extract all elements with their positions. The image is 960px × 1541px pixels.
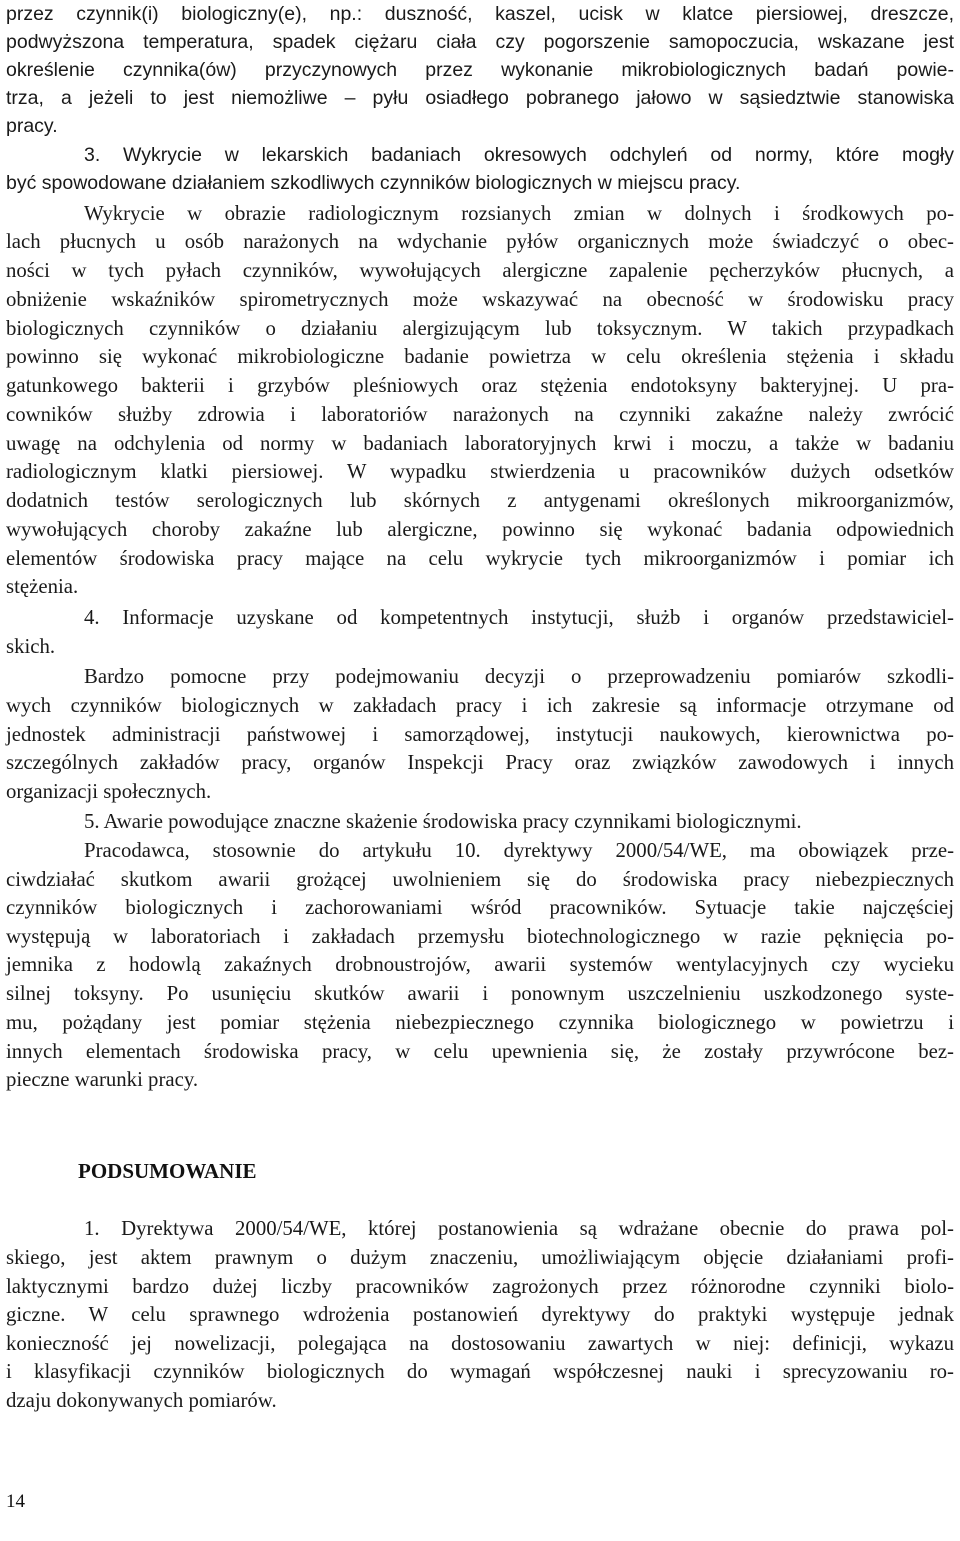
- text-line: uwagę na odchylenia od normy w badaniach laboratoryjnych krwi i moczu, a także w badaniu: [6, 432, 954, 455]
- text-line: określenie czynnika(ów) przyczynowych przez wykonanie mikrobiologicznych badań powie-: [6, 59, 954, 81]
- text-line: skich.: [6, 635, 56, 658]
- text-line: szczególnych zakładów pracy, organów Inspekcji Pracy oraz związków zawodowych i innych: [6, 751, 954, 774]
- text-line: 3. Wykrycie w lekarskich badaniach okresowych odchyleń od normy, które mogły: [84, 144, 954, 166]
- text-line: Pracodawca, stosownie do artykułu 10. dyrektywy 2000/54/WE, ma obowiązek prze-: [84, 839, 954, 862]
- text-line: silnej toksyny. Po usunięciu skutków awarii i ponownym uszczelnieniu uszkodzonego syste-: [6, 982, 954, 1005]
- text-line: organizacji społecznych.: [6, 780, 212, 803]
- text-line: skiego, jest aktem prawnym o dużym znaczeniu, umożliwiającym objęcie działaniami profi-: [6, 1246, 954, 1269]
- text-line: Bardzo pomocne przy podejmowaniu decyzji o przeprowadzeniu pomiarów szkodli-: [84, 665, 954, 688]
- text-line: 5. Awarie powodujące znaczne skażenie środowiska pracy czynnikami biologicznymi.: [84, 810, 802, 833]
- text-line: i klasyfikacji czynników biologicznych do wymagań współczesnej nauki i sprecyzowaniu ro-: [6, 1360, 954, 1383]
- text-line: innych elementach środowiska pracy, w celu upewnienia się, że zostały przywrócone bez-: [6, 1040, 954, 1063]
- text-line: pracy.: [6, 115, 58, 137]
- text-line: 4. Informacje uzyskane od kompetentnych instytucji, służb i organów przedstawiciel-: [84, 606, 954, 629]
- section-heading: PODSUMOWANIE: [78, 1159, 257, 1183]
- text-line: ciwdziałać skutkom awarii grożącej uwolnieniem się do środowiska pracy niebezpiecznych: [6, 868, 954, 891]
- text-line: radiologicznym klatki piersiowej. W wypadku stwierdzenia u pracowników dużych odsetków: [6, 460, 954, 483]
- text-line: jednostek administracji państwowej i samorządowej, instytucji naukowych, kierownictwa po-: [6, 723, 954, 746]
- text-line: Wykrycie w obrazie radiologicznym rozsianych zmian w dolnych i środkowych po-: [84, 202, 954, 225]
- text-line: dzaju dokonywanych pomiarów.: [6, 1389, 277, 1412]
- text-line: wych czynników biologicznych w zakładach pracy i ich zakresie są informacje otrzymane od: [6, 694, 954, 717]
- text-line: elementów środowiska pracy mające na celu wykrycie tych mikroorganizmów i pomiar ich: [6, 547, 954, 570]
- text-line: być spowodowane działaniem szkodliwych czynników biologicznych w miejscu pracy.: [6, 172, 741, 194]
- text-line: giczne. W celu sprawnego wdrożenia postanowień dyrektywy do praktyki występuje jednak: [6, 1303, 954, 1326]
- page-number: 14: [6, 1491, 25, 1512]
- text-line: trza, a jeżeli to jest niemożliwe – pyłu osiadłego pobranego jałowo w sąsiedztwie stanowiska: [6, 87, 954, 109]
- text-line: podwyższona temperatura, spadek ciężaru ciała czy pogorszenie samopoczucia, wskazane jest: [6, 31, 954, 53]
- text-line: konieczność jej nowelizacji, polegająca na dostosowaniu zawartych w niej: definicji, wykazu: [6, 1332, 954, 1355]
- text-line: mu, pożądany jest pomiar stężenia niebezpiecznego czynnika biologicznego w powietrzu i: [6, 1011, 954, 1034]
- text-line: pieczne warunki pracy.: [6, 1068, 199, 1091]
- text-line: cowników służby zdrowia i laboratoriów narażonych na czynniki zakaźne należy zwrócić: [6, 403, 954, 426]
- text-line: występują w laboratoriach i zakładach przemysłu biotechnologicznego w razie pęknięcia po-: [6, 925, 954, 948]
- text-line: dodatnich testów serologicznych lub skórnych z antygenami określonych mikroorganizmów,: [6, 489, 954, 512]
- text-line: biologicznych czynników o działaniu alergizującym lub toksycznym. W takich przypadkach: [6, 317, 954, 340]
- text-line: 1. Dyrektywa 2000/54/WE, której postanowienia są wdrażane obecnie do prawa pol-: [84, 1217, 954, 1240]
- text-line: ności w tych pyłach czynników, wywołujących alergiczne zapalenie pęcherzyków płucnych, a: [6, 259, 954, 282]
- text-line: przez czynnik(i) biologiczny(e), np.: duszność, kaszel, ucisk w klatce piersiowej, dreszcze,: [6, 3, 954, 25]
- text-line: czynników biologicznych i zachorowaniami wśród pracowników. Sytuacje takie najczęściej: [6, 896, 954, 919]
- text-line: stężenia.: [6, 575, 79, 598]
- text-line: wywołujących choroby zakaźne lub alergiczne, powinno się wykonać badania odpowiednich: [6, 518, 954, 541]
- text-line: lach płucnych u osób narażonych na wdychanie pyłów organicznych może świadczyć o obec-: [6, 230, 954, 253]
- text-line: obniżenie wskaźników spirometrycznych może wskazywać na obecność w środowisku pracy: [6, 288, 954, 311]
- text-line: laktycznymi bardzo dużej liczby pracowników zagrożonych przez różnorodne czynniki biolo-: [6, 1275, 954, 1298]
- text-line: jemnika z hodowlą zakaźnych drobnoustrojów, awarii systemów wentylacyjnych czy wycieku: [6, 953, 954, 976]
- text-line: powinno się wykonać mikrobiologiczne badanie powietrza w celu określenia stężenia i składu: [6, 345, 954, 368]
- text-line: gatunkowego bakterii i grzybów pleśniowych oraz stężenia endotoksyny bakteryjnej. U pra-: [6, 374, 954, 397]
